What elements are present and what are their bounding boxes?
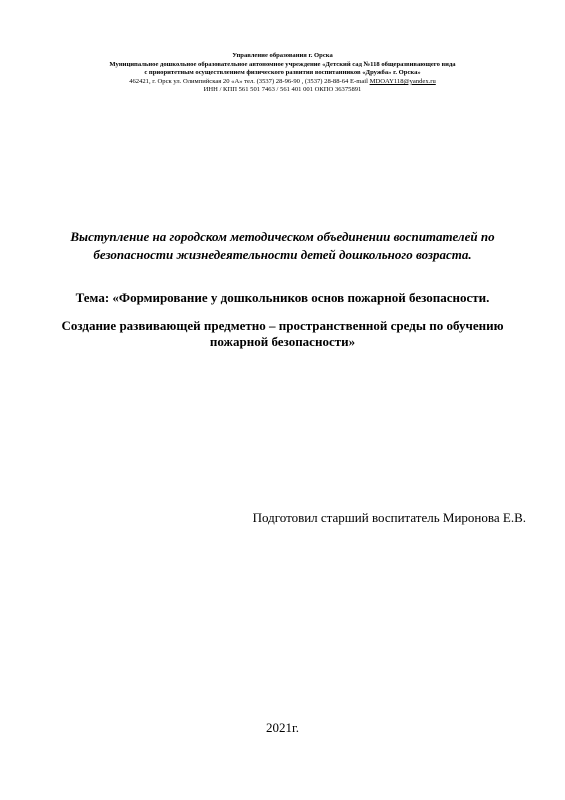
letterhead-institution-priority: с приоритетным осуществлением физического развития воспитанников «Дружба» г. Орска» [144, 69, 421, 77]
letterhead-requisites: ИНН / КПП 561 501 7463 / 561 401 001 ОКПО 36375891 [203, 86, 362, 94]
letterhead-institution: Муниципальное дошкольное образовательное автономное учреждение «Детский сад №118 общеразвивающего вида [109, 60, 456, 68]
theme-title: Тема: «Формирование у дошкольников основ пожарной безопасности. [75, 290, 490, 305]
letterhead-address: 462421, г. Орск ул. Олимпийская 20 «А» тел. (3537) 28-96-90 , (3537) 28-88-64 E-mail [129, 77, 368, 85]
document-year: 2021г. [265, 720, 300, 735]
author-line: Подготовил старший воспитатель Миронова Е.В. [252, 510, 526, 525]
letterhead-email-link[interactable]: MDOAY118@yandex.ru [369, 77, 436, 85]
subtheme-title: Создание развивающей предметно – пространственной среды по обучению пожарной безопасности» [61, 318, 504, 349]
letterhead-authority: Управление образования г. Орска [232, 52, 333, 59]
speech-title: Выступление на городском методическом объединении воспитателей по безопасности жизнедеятельности детей дошкольного возраста. [70, 229, 495, 262]
letterhead-contacts [60, 78, 505, 87]
letterhead [60, 52, 505, 95]
